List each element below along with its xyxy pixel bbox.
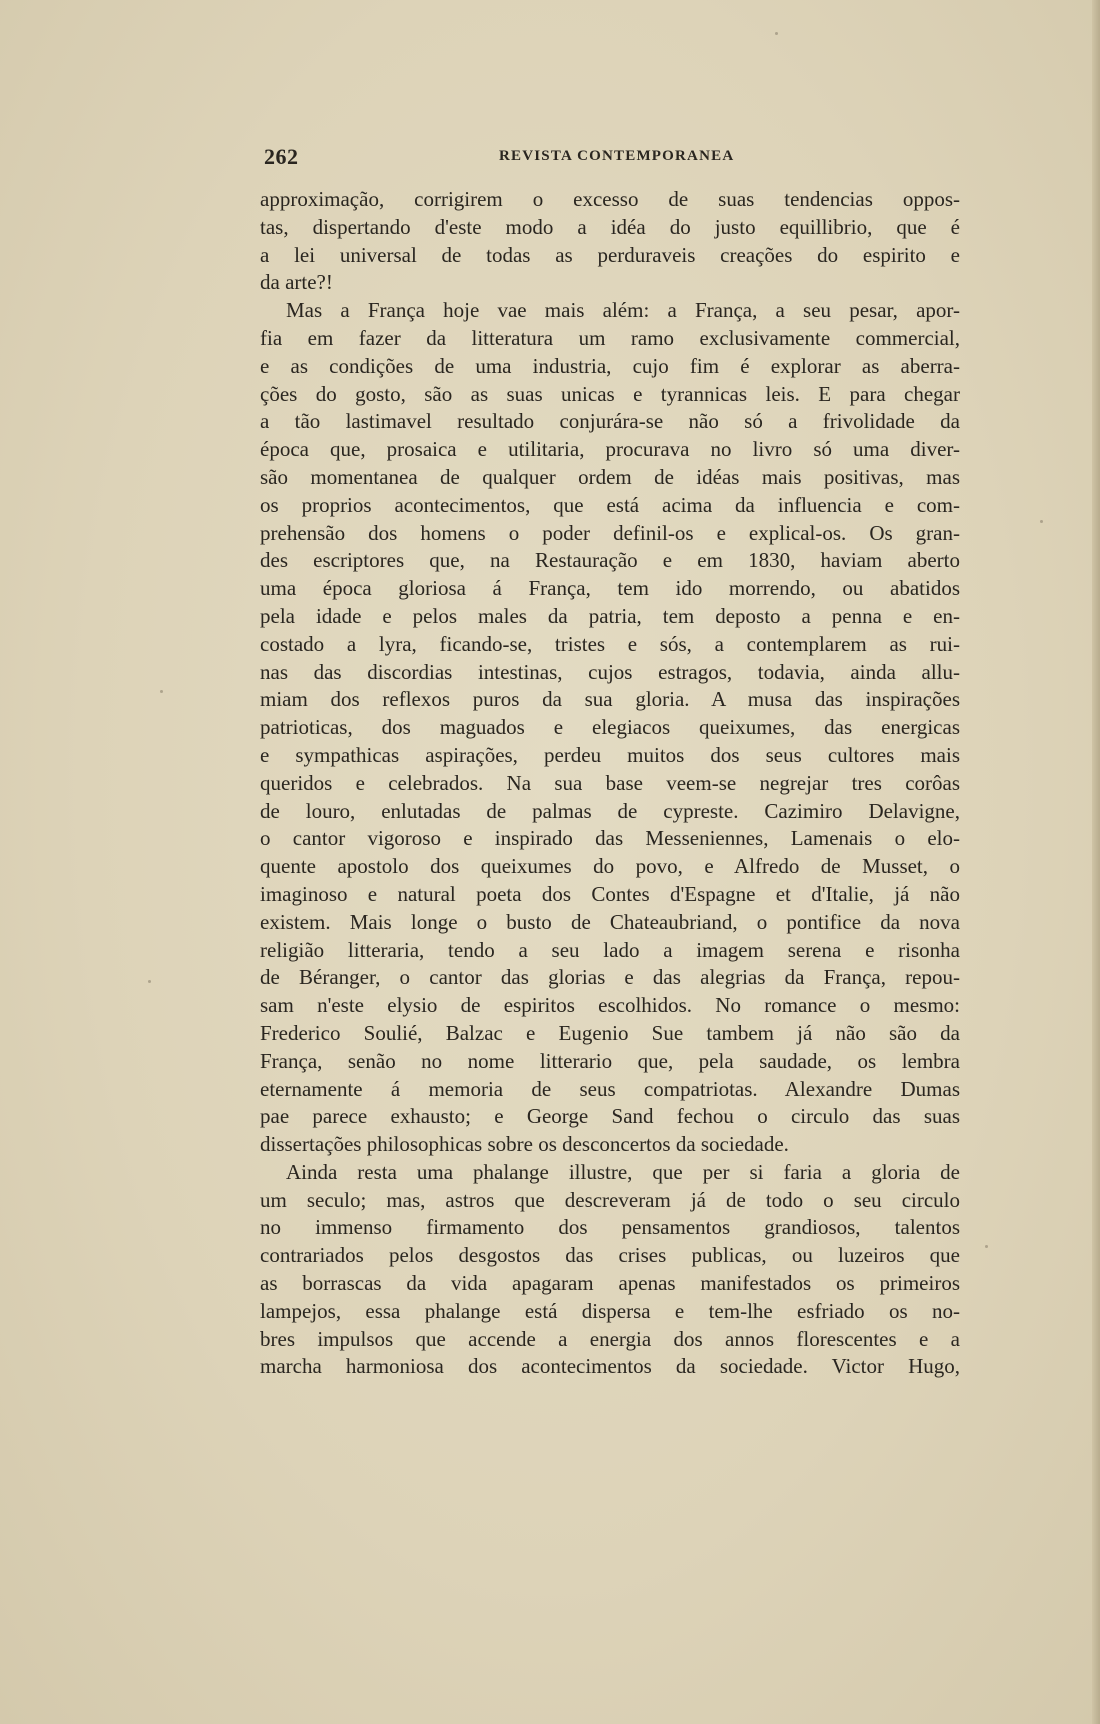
text-line: costado a lyra, ficando-se, tristes e sós, a contemplarem as rui- [260, 631, 960, 656]
text-line: Ainda resta uma phalange illustre, que per si faria a gloria de [286, 1159, 960, 1184]
text-line: da arte?! [260, 270, 333, 295]
text-line: de Béranger, o cantor das glorias e das alegrias da França, repou- [260, 965, 960, 990]
paper-speck [775, 32, 778, 35]
text-line: eternamente á memoria de seus compatriotas. Alexandre Dumas [260, 1076, 960, 1101]
text-line: uma época gloriosa á França, tem ido morrendo, ou abatidos [260, 576, 960, 601]
text-line: as borrascas da vida apagaram apenas manifestados os primeiros [260, 1271, 960, 1296]
text-line: prehensão dos homens o poder definil-os e explical-os. Os gran- [260, 520, 960, 545]
body-text [260, 186, 960, 1381]
text-line: o cantor vigoroso e inspirado das Messeniennes, Lamenais o elo- [260, 826, 960, 851]
page-header [264, 144, 958, 174]
text-line: Mas a França hoje vae mais além: a França, a seu pesar, apor- [286, 298, 960, 323]
text-line: imaginoso e natural poeta dos Contes d'Espagne et d'Italie, já não [260, 881, 960, 906]
text-line: religião litteraria, tendo a seu lado a imagem serena e risonha [260, 937, 960, 962]
text-line: França, senão no nome litterario que, pela saudade, os lembra [260, 1048, 960, 1073]
text-line: pae parece exhausto; e George Sand fechou o circulo das suas [260, 1104, 960, 1129]
text-line: bres impulsos que accende a energia dos annos florescentes e a [260, 1326, 960, 1351]
text-line: quente apostolo dos queixumes do povo, e Alfredo de Musset, o [260, 854, 960, 879]
text-line: e as condições de uma industria, cujo fim é explorar as aberra- [260, 353, 960, 378]
text-line: fia em fazer da litteratura um ramo exclusivamente commercial, [260, 325, 960, 350]
text-line: existem. Mais longe o busto de Chateaubriand, o pontifice da nova [260, 909, 960, 934]
text-line: a lei universal de todas as perduraveis creações do espirito e [260, 242, 960, 267]
page-edge [1092, 0, 1100, 1724]
running-head: REVISTA CONTEMPORANEA [499, 148, 735, 164]
text-line: no immenso firmamento dos pensamentos grandiosos, talentos [260, 1215, 960, 1240]
text-line: de louro, enlutadas de palmas de cypreste. Cazimiro Delavigne, [260, 798, 960, 823]
paper-speck [160, 690, 163, 693]
text-line: lampejos, essa phalange está dispersa e tem-lhe esfriado os no- [260, 1298, 960, 1323]
text-line: ções do gosto, são as suas unicas e tyrannicas leis. E para chegar [260, 381, 960, 406]
paper-speck [148, 980, 151, 983]
paper-speck [1040, 520, 1043, 523]
text-line: e sympathicas aspirações, perdeu muitos dos seus cultores mais [260, 742, 960, 767]
text-line: tas, dispertando d'este modo a idéa do justo equillibrio, que é [260, 214, 960, 239]
text-line: pela idade e pelos males da patria, tem deposto a penna e en- [260, 603, 960, 628]
text-line: miam dos reflexos puros da sua gloria. A musa das inspirações [260, 687, 960, 712]
text-line: dissertações philosophicas sobre os desconcertos da sociedade. [260, 1132, 789, 1157]
text-line: época que, prosaica e utilitaria, procurava no livro só uma diver- [260, 437, 960, 462]
text-line: patrioticas, dos maguados e elegiacos queixumes, das energicas [260, 715, 960, 740]
paper-speck [985, 1245, 988, 1248]
text-line: queridos e celebrados. Na sua base veem-se negrejar tres corôas [260, 770, 960, 795]
text-line: a tão lastimavel resultado conjurára-se não só a frivolidade da [260, 409, 960, 434]
text-line: nas das discordias intestinas, cujos estragos, todavia, ainda allu- [260, 659, 960, 684]
text-line: contrariados pelos desgostos das crises publicas, ou luzeiros que [260, 1243, 960, 1268]
page-number: 262 [264, 144, 299, 169]
text-line: os proprios acontecimentos, que está acima da influencia e com- [260, 492, 960, 517]
text-line: des escriptores que, na Restauração e em 1830, haviam aberto [260, 548, 960, 573]
text-line: são momentanea de qualquer ordem de idéas mais positivas, mas [260, 464, 960, 489]
text-line: um seculo; mas, astros que descreveram já de todo o seu circulo [260, 1187, 960, 1212]
text-line: marcha harmoniosa dos acontecimentos da sociedade. Victor Hugo, [260, 1354, 960, 1379]
text-line: approximação, corrigirem o excesso de suas tendencias oppos- [260, 187, 960, 211]
text-line: sam n'este elysio de espiritos escolhidos. No romance o mesmo: [260, 993, 960, 1018]
text-line: Frederico Soulié, Balzac e Eugenio Sue tambem já não são da [260, 1020, 960, 1045]
